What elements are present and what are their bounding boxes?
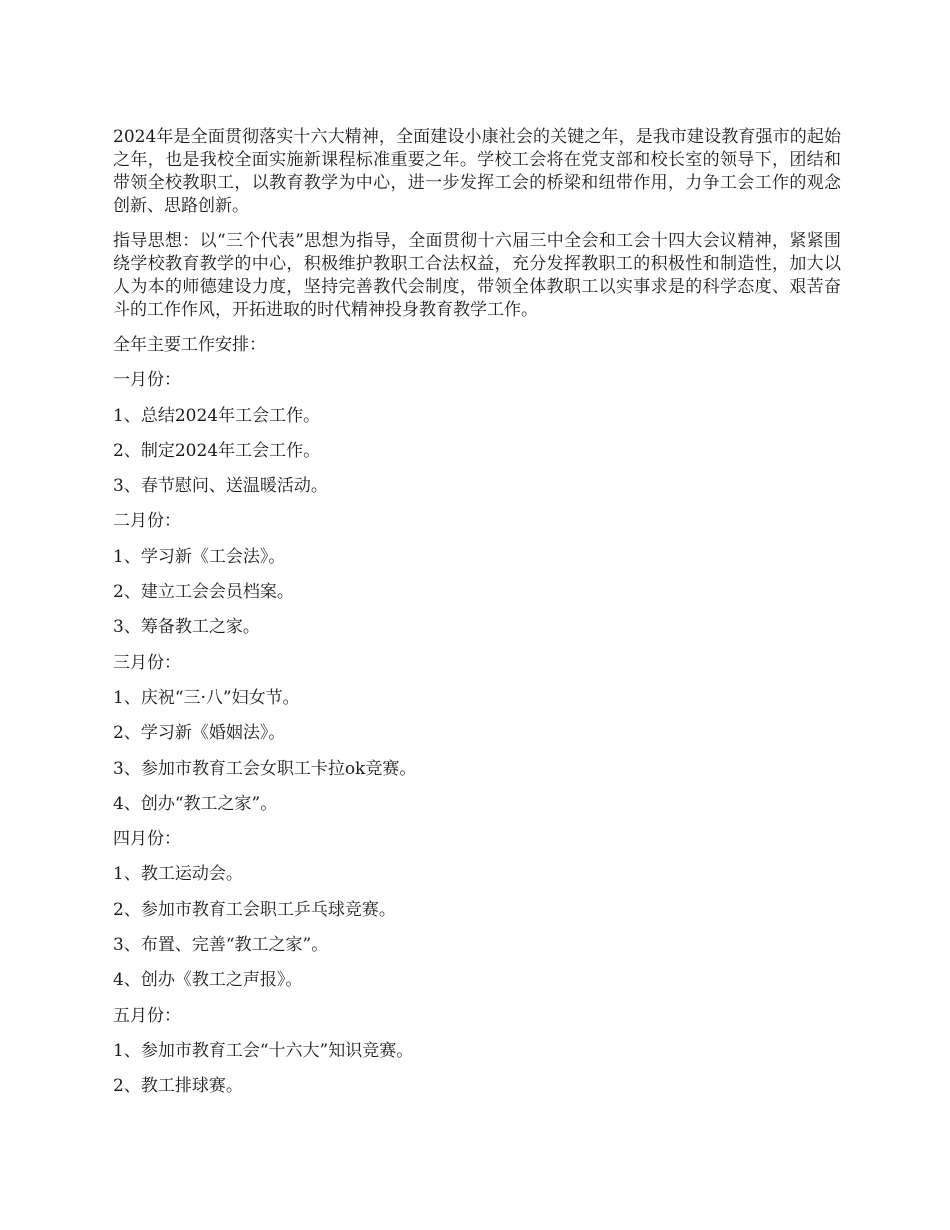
list-item: 2、学习新《婚姻法》。 xyxy=(113,723,286,744)
list-item: 1、总结2024年工会工作。 xyxy=(113,405,321,426)
list-item: 2、建立工会会员档案。 xyxy=(113,582,294,603)
list-item: 4、创办《教工之声报》。 xyxy=(113,970,303,991)
list-item: 4、创办“教工之家”。 xyxy=(113,793,278,814)
schedule-heading: 全年主要工作安排： xyxy=(113,335,266,355)
guiding-paragraph: 指导思想：以“三个代表”思想为指导，全面贯彻十六届三中全会和工会十四大会议精神，紧紧围绕学校教育教学的中心，积极维护教职工合法权益，充分发挥教职工的积极性和制造性，加大以人为本的师德建设力度，坚持完善教代会制度，带领全体教职工以实事求是的科学态度、艰苦奋斗的工作作风，开拓进取的时代精神投身教育教学工作。 xyxy=(113,231,841,320)
document-page xyxy=(113,126,841,1111)
list-item: 1、庆祝“三·八”妇女节。 xyxy=(113,687,300,708)
list-item: 1、学习新《工会法》。 xyxy=(113,546,286,567)
list-item: 1、教工运动会。 xyxy=(113,864,243,885)
list-item: 2、参加市教育工会职工乒乓球竞赛。 xyxy=(113,899,396,920)
list-item: 1、参加市教育工会“十六大”知识竞赛。 xyxy=(113,1040,414,1061)
month-title-march: 三月份： xyxy=(113,652,181,673)
intro-paragraph: 2024年是全面贯彻落实十六大精神，全面建设小康社会的关键之年，是我市建设教育强市的起始之年，也是我校全面实施新课程标准重要之年。学校工会将在党支部和校长室的领导下，团结和带领全校教职工，以教育教学为中心，进一步发挥工会的桥梁和纽带作用，力争工会工作的观念创新、思路创新。 xyxy=(113,127,841,216)
month-title-may: 五月份： xyxy=(113,1005,181,1026)
list-item: 3、布置、完善“教工之家”。 xyxy=(113,935,329,956)
month-title-april: 四月份： xyxy=(113,829,181,850)
list-item: 3、筹备教工之家。 xyxy=(113,617,260,638)
month-title-january: 一月份： xyxy=(113,370,181,391)
list-item: 3、参加市教育工会女职工卡拉ok竞赛。 xyxy=(113,758,417,779)
month-title-february: 二月份： xyxy=(113,511,181,532)
list-item: 3、春节慰问、送温暖活动。 xyxy=(113,476,328,497)
list-item: 2、教工排球赛。 xyxy=(113,1076,243,1097)
list-item: 2、制定2024年工会工作。 xyxy=(113,440,321,461)
